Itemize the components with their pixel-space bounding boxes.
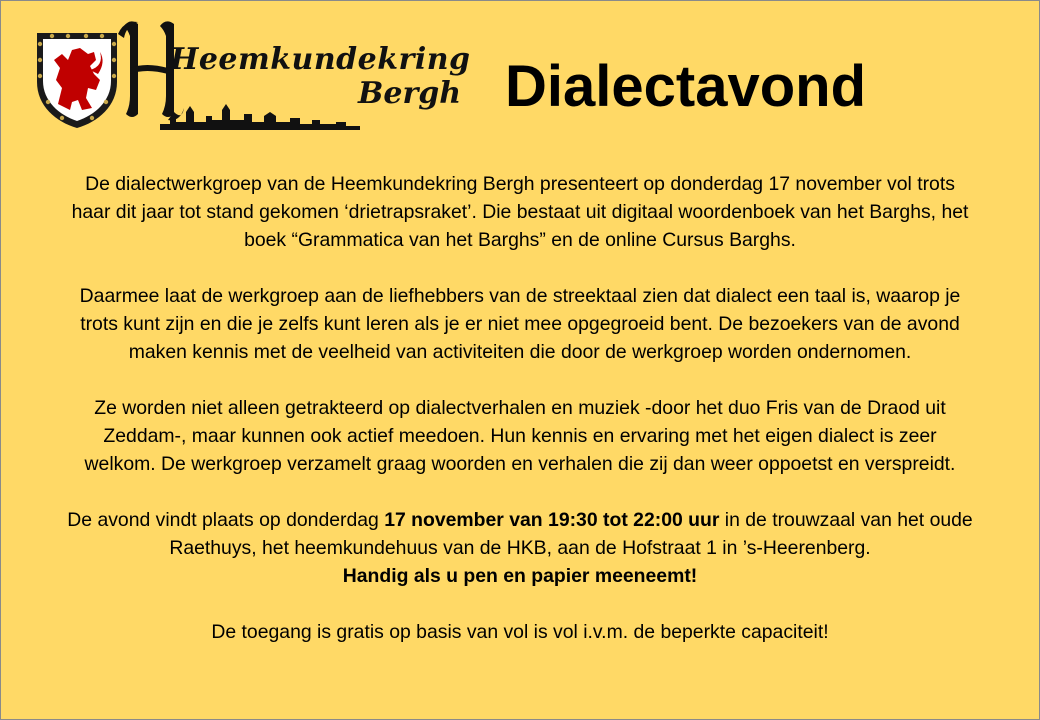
bring-pen-paper-note: Handig als u pen en papier meeneemt!	[342, 565, 698, 587]
paragraph-intro-line: boek “Grammatica van het Barghs” en de online Cursus Barghs.	[244, 229, 796, 251]
event-datetime: 17 november van 19:30 tot 22:00 uur	[384, 509, 720, 531]
paragraph-location-line	[6, 506, 1034, 534]
announcement-body	[6, 170, 1034, 646]
location-text-post: in de trouwzaal van het oude	[719, 509, 973, 531]
paragraph-dialect-line: Daarmee laat de werkgroep aan de liefhebbers van de streektaal zien dat dialect een taal is, waarop je	[79, 285, 961, 307]
paragraph-intro-line: haar dit jaar tot stand gekomen ‘drietrapsraket’. Die bestaat uit digitaal woordenboek van het Barghs, het	[71, 201, 969, 223]
admission-note: De toegang is gratis op basis van vol is vol i.v.m. de beperkte capaciteit!	[211, 621, 829, 643]
logo-wordmark	[130, 22, 471, 132]
paragraph-gap	[6, 478, 1034, 506]
logo-line-bergh: Bergh	[358, 76, 462, 111]
logo-line-heemkundekring: Heemkundekring	[170, 42, 471, 77]
page-title: Dialectavond	[505, 54, 866, 119]
heemkundekring-logo	[34, 22, 471, 132]
paragraph-gap	[6, 254, 1034, 282]
shield-icon	[34, 30, 120, 130]
paragraph-program-line: Ze worden niet alleen getrakteerd op dialectverhalen en muziek -door het duo Fris van de Draod uit	[94, 397, 946, 419]
paragraph-program-line: welkom. De werkgroep verzamelt graag woorden en verhalen die zij dan weer oppoetst en verspreidt.	[84, 453, 956, 475]
paragraph-dialect-line: trots kunt zijn en die je zelfs kunt leren als je er niet mee opgegroeid bent. De bezoekers van de avond	[80, 313, 960, 335]
paragraph-dialect-line: maken kennis met de veelheid van activiteiten die door de werkgroep worden ondernomen.	[128, 341, 912, 363]
paragraph-program-line: Zeddam-, maar kunnen ook actief meedoen. Hun kennis en ervaring met het eigen dialect is zeer	[103, 425, 937, 447]
paragraph-location-line: Raethuys, het heemkundehuus van de HKB, aan de Hofstraat 1 in ’s-Heerenberg.	[169, 537, 871, 559]
location-text-pre: De avond vindt plaats op donderdag	[67, 509, 385, 531]
paragraph-gap	[6, 366, 1034, 394]
town-skyline-icon	[160, 104, 360, 130]
paragraph-intro-line: De dialectwerkgroep van de Heemkundekring Bergh presenteert op donderdag 17 november vol trots	[85, 173, 955, 195]
paragraph-gap	[6, 590, 1034, 618]
